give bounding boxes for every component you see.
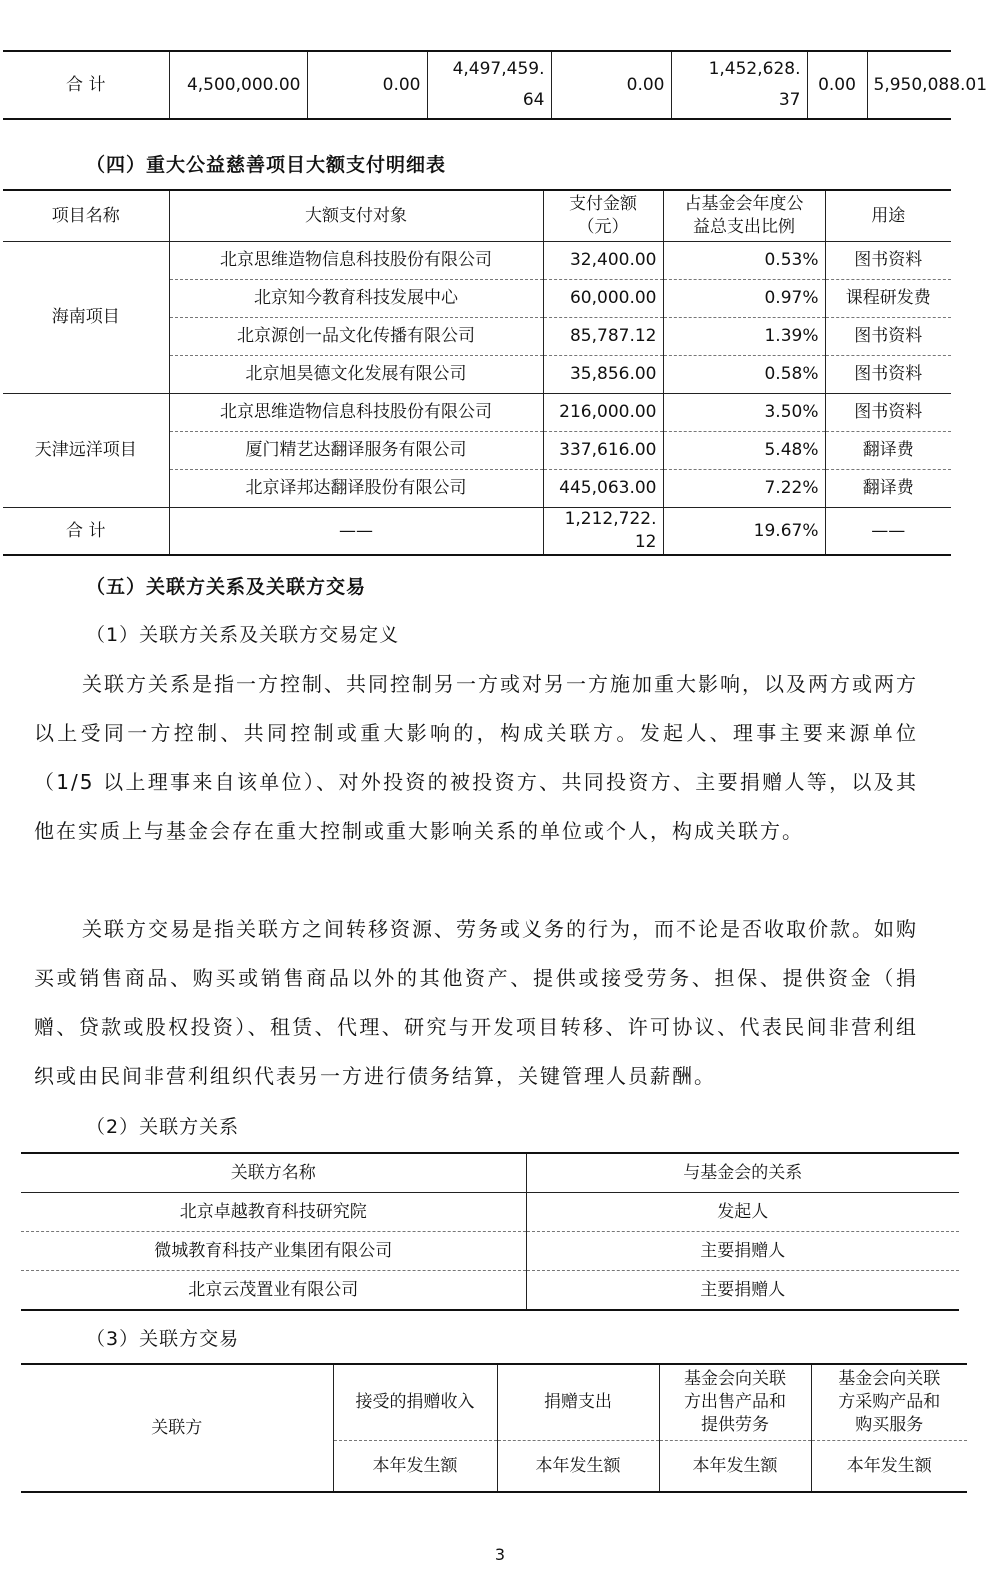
usage-cell: 图书资料 [825, 356, 951, 394]
table-row [3, 394, 951, 432]
header-buy-line3: 购买服务 [855, 1415, 924, 1435]
total-row [3, 508, 951, 556]
payee-cell: 北京思维造物信息科技股份有限公司 [169, 242, 543, 280]
header-buy-line1: 基金会向关联 [838, 1369, 941, 1389]
party-name-cell: 微城教育科技产业集团有限公司 [21, 1232, 526, 1271]
table-row [21, 1232, 959, 1271]
group-name-hainan: 海南项目 [3, 242, 169, 394]
totals-cell-split [671, 51, 807, 119]
ratio-cell: 7.22% [663, 470, 825, 508]
header-relation: 与基金会的关系 [526, 1153, 959, 1193]
relation-cell: 主要捐赠人 [526, 1232, 959, 1271]
total-payee: —— [169, 508, 543, 556]
relation-cell: 发起人 [526, 1193, 959, 1232]
total-ratio: 19.67% [663, 508, 825, 556]
totals-cell-line1: 1,452,628. [708, 59, 801, 79]
usage-cell: 翻译费 [825, 470, 951, 508]
header-amount-line1: 支付金额 [569, 194, 637, 214]
header-party-name: 关联方名称 [21, 1153, 526, 1193]
totals-cell-line2: 64 [522, 90, 545, 110]
header-amount [543, 190, 663, 242]
usage-cell: 翻译费 [825, 432, 951, 470]
paragraph-related-transaction-definition: 关联方交易是指关联方之间转移资源、劳务或义务的行为，而不论是否收取价款。如购买或销售商品、购买或销售商品以外的其他资产、提供或接受劳务、担保、提供资金（捐赠、贷款或股权投资）、租赁、代理、研究与开发项目转移、许可协议、代表民间非营利组织或由民间非营利组织代表另一方进行债务结算，关键管理人员薪酬。 [34, 917, 918, 1088]
ratio-cell: 0.58% [663, 356, 825, 394]
ratio-cell: 3.50% [663, 394, 825, 432]
party-name-cell: 北京云茂置业有限公司 [21, 1271, 526, 1311]
header-donation-income: 接受的捐赠收入 [333, 1364, 497, 1441]
amount-cell: 85,787.12 [543, 318, 663, 356]
header-sell-line2: 方出售产品和 [684, 1392, 786, 1412]
header-donation-expense: 捐赠支出 [497, 1364, 659, 1441]
section5-sub3: （3）关联方交易 [86, 1328, 240, 1350]
header-sell-to-party [659, 1364, 811, 1441]
header-payee: 大额支付对象 [169, 190, 543, 242]
period-cell: 本年发生额 [659, 1441, 811, 1493]
payee-cell: 厦门精艺达翻译服务有限公司 [169, 432, 543, 470]
totals-cell: 5,950,088.01 [867, 51, 951, 119]
totals-cell: 4,500,000.00 [169, 51, 307, 119]
header-ratio [663, 190, 825, 242]
totals-row [3, 51, 951, 119]
totals-cell-line2: 37 [778, 90, 801, 110]
usage-cell: 图书资料 [825, 394, 951, 432]
table-header-row [21, 1364, 967, 1441]
table-row [3, 242, 951, 280]
total-label: 合 计 [3, 508, 169, 556]
header-amount-line2: （元） [577, 217, 629, 237]
usage-cell: 图书资料 [825, 318, 951, 356]
usage-cell: 图书资料 [825, 242, 951, 280]
period-cell: 本年发生额 [497, 1441, 659, 1493]
payee-cell: 北京思维造物信息科技股份有限公司 [169, 394, 543, 432]
ratio-cell: 0.97% [663, 280, 825, 318]
payee-cell: 北京译邦达翻译股份有限公司 [169, 470, 543, 508]
totals-cell: 0.00 [551, 51, 671, 119]
ratio-cell: 0.53% [663, 242, 825, 280]
usage-cell: 课程研发费 [825, 280, 951, 318]
header-sell-line3: 提供劳务 [701, 1415, 769, 1435]
totals-cell-split [427, 51, 551, 119]
header-project: 项目名称 [3, 190, 169, 242]
amount-cell: 35,856.00 [543, 356, 663, 394]
header-ratio-line2: 益总支出比例 [693, 217, 795, 237]
header-buy-from-party [811, 1364, 967, 1441]
amount-cell: 445,063.00 [543, 470, 663, 508]
group-name-tianjin: 天津远洋项目 [3, 394, 169, 508]
related-transactions-table [21, 1363, 967, 1493]
totals-label: 合 计 [66, 74, 106, 95]
amount-cell: 216,000.00 [543, 394, 663, 432]
header-usage: 用途 [825, 190, 951, 242]
table-row [21, 1193, 959, 1232]
paragraph-related-party-definition: 关联方关系是指一方控制、共同控制另一方或对另一方施加重大影响，以及两方或两方以上受同一方控制、共同控制或重大影响的，构成关联方。发起人、理事主要来源单位（1/5 以上理事来自该单位）、对外投资的被投资方、共同投资方、主要捐赠人等，以及其他在实质上与基金会存在重大控制或重大影响关系的单位或个人，构成关联方。 [34, 672, 918, 843]
payee-cell: 北京旭昊德文化发展有限公司 [169, 356, 543, 394]
payee-cell: 北京源创一品文化传播有限公司 [169, 318, 543, 356]
period-cell: 本年发生额 [811, 1441, 967, 1493]
total-amount-line2: 12 [634, 532, 657, 552]
party-name-cell: 北京卓越教育科技研究院 [21, 1193, 526, 1232]
ratio-cell: 5.48% [663, 432, 825, 470]
header-ratio-line1: 占基金会年度公 [684, 194, 804, 214]
total-usage: —— [825, 508, 951, 556]
relation-cell: 主要捐赠人 [526, 1271, 959, 1311]
totals-table [3, 50, 988, 120]
table-row [21, 1271, 959, 1311]
amount-cell: 337,616.00 [543, 432, 663, 470]
totals-cell-line1: 4,497,459. [452, 59, 545, 79]
header-sell-line1: 基金会向关联 [684, 1369, 786, 1389]
table-header-row [21, 1153, 959, 1193]
period-cell: 本年发生额 [333, 1441, 497, 1493]
ratio-cell: 1.39% [663, 318, 825, 356]
header-related-party: 关联方 [151, 1417, 203, 1438]
totals-cell: 0.00 [807, 51, 867, 119]
section4-title: （四）重大公益慈善项目大额支付明细表 [86, 154, 447, 176]
total-amount [543, 508, 663, 556]
charity-payments-table [3, 189, 951, 556]
section5-sub2: （2）关联方关系 [86, 1116, 240, 1138]
section5-title: （五）关联方关系及关联方交易 [86, 576, 367, 598]
payee-cell: 北京知今教育科技发展中心 [169, 280, 543, 318]
related-parties-table [21, 1152, 959, 1311]
total-amount-line1: 1,212,722. [564, 509, 657, 529]
amount-cell: 60,000.00 [543, 280, 663, 318]
amount-cell: 32,400.00 [543, 242, 663, 280]
header-buy-line2: 方采购产品和 [838, 1392, 941, 1412]
page-number: 3 [494, 1545, 506, 1564]
section5-sub1: （1）关联方关系及关联方交易定义 [86, 624, 400, 646]
totals-cell: 0.00 [307, 51, 427, 119]
table-header-row [3, 190, 951, 242]
